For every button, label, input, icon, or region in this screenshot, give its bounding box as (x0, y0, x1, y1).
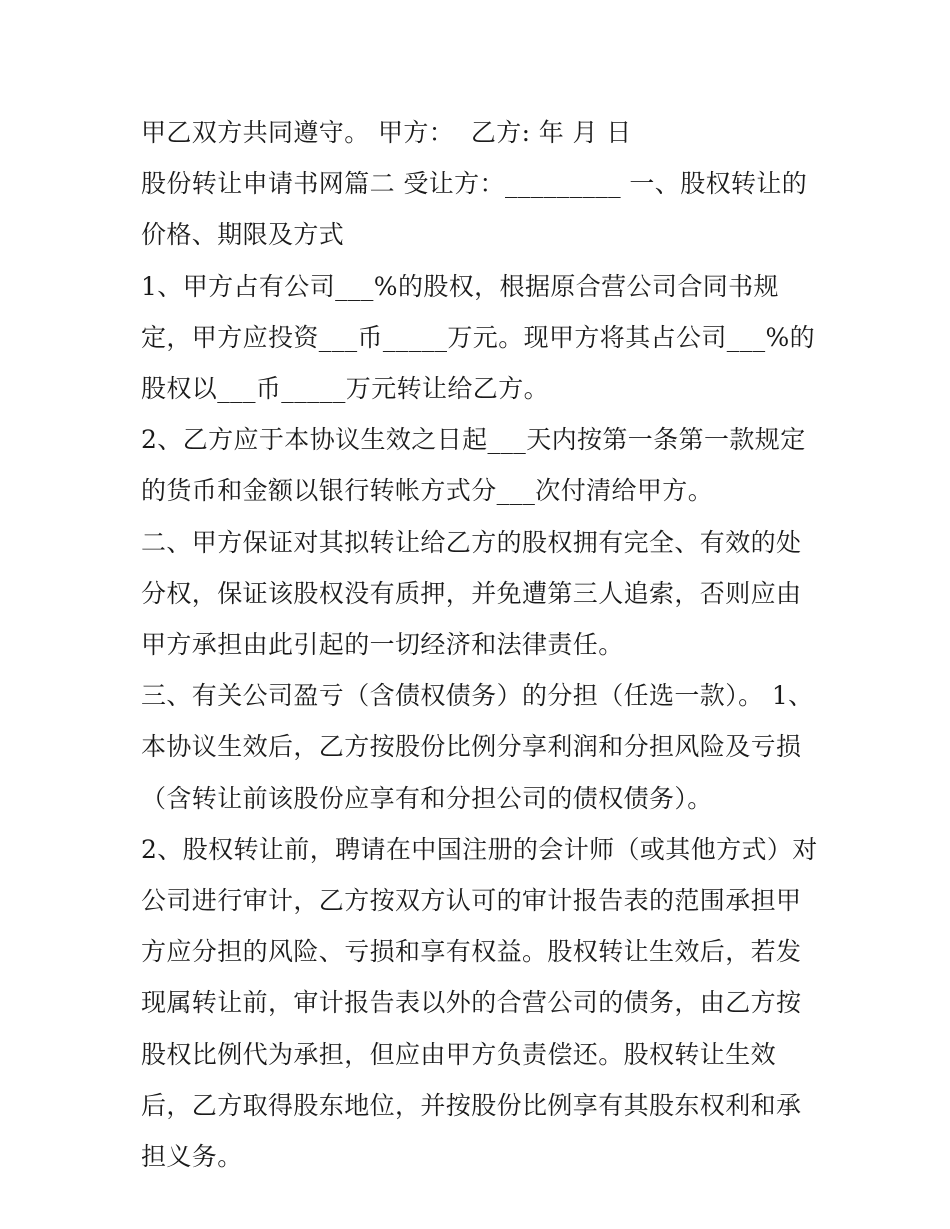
paragraph-signatures: 甲乙双方共同遵守。 甲方： 乙方: 年 月 日 (141, 118, 632, 147)
document-body (141, 107, 821, 1182)
paragraph-clause-2: 二、甲方保证对其拟转让给乙方的股权拥有完全、有效的处分权，保证该股权没有质押，并免遭第三人追索，否则应由甲方承担由此引起的一切经济和法律责任。 (141, 527, 802, 660)
paragraph-clause-3-2: 2、股权转让前，聘请在中国注册的会计师（或其他方式）对公司进行审计，乙方按双方认可的审计报告表的范围承担甲方应分担的风险、亏损和享有权益。股权转让生效后，若发现属转让前，审计报告表以外的合营公司的债务，由乙方按股权比例代为承担，但应由甲方负责偿还。股权转让生效后，乙方取得股东地位，并按股份比例享有其股东权利和承担义务。 (141, 834, 818, 1172)
paragraph-clause-1-1: 1、甲方占有公司___%的股权，根据原合营公司合同书规定，甲方应投资___币_____万元。现甲方将其占公司___%的股权以___币_____万元转让给乙方。 (141, 271, 816, 404)
paragraph-part-two-heading: 股份转让申请书网篇二 受让方：_________ 一、股权转让的价格、期限及方式 (141, 169, 808, 250)
paragraph-clause-3-1: 三、有关公司盈亏（含债权债务）的分担（任选一款）。 1、本协议生效后，乙方按股份比例分享利润和分担风险及亏损（含转让前该股份应享有和分担公司的债权债务）。 (141, 681, 814, 813)
paragraph-clause-1-2: 2、乙方应于本协议生效之日起___天内按第一条第一款规定的货币和金额以银行转帐方式分___次付清给甲方。 (141, 425, 806, 506)
